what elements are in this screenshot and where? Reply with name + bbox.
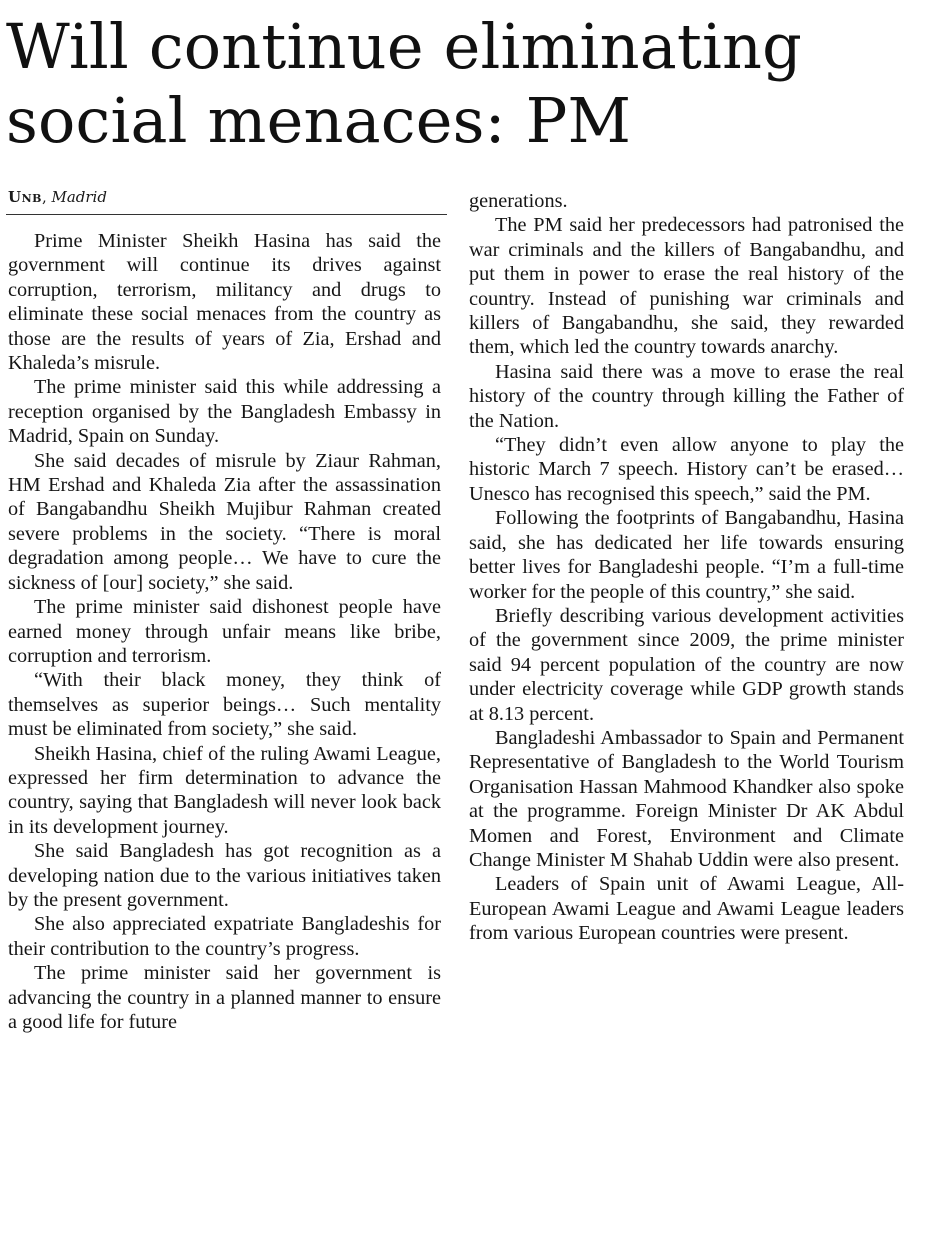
byline-place: Madrid	[51, 188, 107, 206]
byline-divider	[6, 214, 447, 215]
byline-separator: ,	[41, 188, 52, 206]
paragraph: She said decades of misrule by Ziaur Rahman, HM Ershad and Khaleda Zia after the assassination of Bangabandhu Sheikh Mujibur Rahman created severe problems in the society. “There is moral degradation among people… We have to cure the sickness of [our] society,” she said.	[8, 449, 441, 594]
article-column-left	[8, 229, 441, 1034]
article-column-right	[469, 189, 904, 946]
paragraph: Bangladeshi Ambassador to Spain and Permanent Representative of Bangladesh to the World Tourism Organisation Hassan Mahmood Khandker also spoke at the programme. Foreign Minister Dr AK Abdul Momen and Forest, Environment and Climate Change Minister M Shahab Uddin were also present.	[469, 726, 904, 871]
paragraph: Hasina said there was a move to erase the real history of the country through killing the Father of the Nation.	[469, 360, 904, 432]
paragraph: Leaders of Spain unit of Awami League, All-European Awami League and Awami League leaders from various European countries were present.	[469, 873, 904, 945]
paragraph: The prime minister said her government is advancing the country in a planned manner to ensure a good life for future	[8, 962, 441, 1033]
byline	[8, 187, 107, 207]
paragraph: The prime minister said this while addressing a reception organised by the Bangladesh Embassy in Madrid, Spain on Sunday.	[8, 376, 441, 448]
paragraph: She said Bangladesh has got recognition as a developing nation due to the various initiatives taken by the present government.	[8, 840, 441, 911]
headline	[6, 10, 921, 158]
paragraph: The PM said her predecessors had patronised the war criminals and the killers of Bangabandhu, and put them in power to erase the real history of the country. Instead of punishing war criminals and killers of Bangabandhu, she said, they rewarded them, which led the country towards anarchy.	[469, 214, 904, 359]
paragraph: Following the footprints of Bangabandhu, Hasina said, she has dedicated her life towards ensuring better lives for Bangladeshi people. “I’m a full-time worker for the people of this country,” she said.	[469, 507, 904, 603]
headline-line-1: Will continue eliminating	[6, 10, 803, 83]
byline-agency: Unb	[8, 188, 42, 206]
paragraph: “With their black money, they think of themselves as superior beings… Such mentality must be eliminated from society,” she said.	[8, 669, 441, 741]
headline-line-2: social menaces: PM	[6, 84, 632, 157]
paragraph: Sheikh Hasina, chief of the ruling Awami League, expressed her firm determination to advance the country, saying that Bangladesh will never look back in its development journey.	[8, 742, 441, 838]
paragraph-continuation: generations.	[469, 190, 568, 212]
paragraph: She also appreciated expatriate Bangladeshis for their contribution to the country’s progress.	[8, 913, 441, 960]
paragraph: “They didn’t even allow anyone to play the historic March 7 speech. History can’t be erased… Unesco has recognised this speech,” said the PM.	[469, 434, 904, 505]
paragraph: The prime minister said dishonest people have earned money through unfair means like bribe, corruption and terrorism.	[8, 596, 441, 667]
paragraph: Prime Minister Sheikh Hasina has said the government will continue its drives against corruption, terrorism, militancy and drugs to eliminate these social menaces from the country as those are the results of years of Zia, Ershad and Khaleda’s misrule.	[8, 230, 441, 375]
paragraph: Briefly describing various development activities of the government since 2009, the prime minister said 94 percent population of the country are now under electricity coverage while GDP growth stands at 8.13 percent.	[469, 604, 904, 725]
